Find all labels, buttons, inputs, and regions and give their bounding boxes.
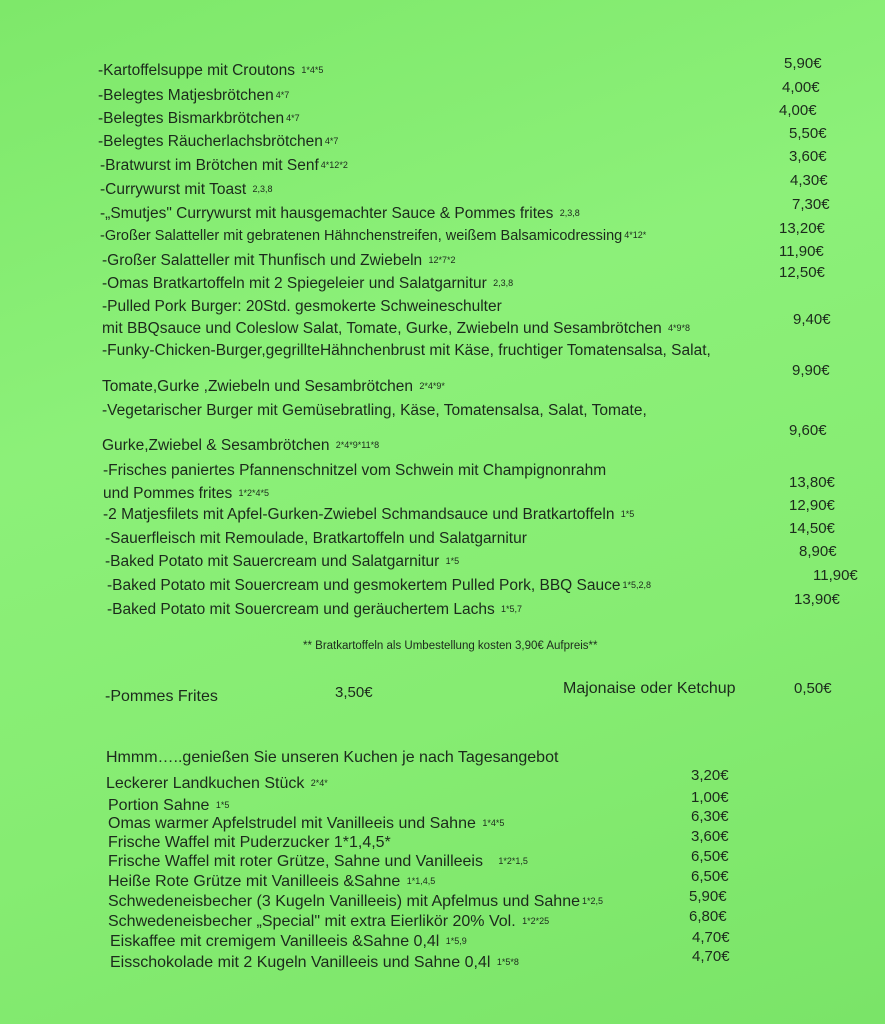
dessert-item: Frische Waffel mit Puderzucker 1*1,4,5*	[108, 834, 391, 851]
menu-item: -Omas Bratkartoffeln mit 2 Spiegeleier und Salatgarnitur $^{2,3,8}$	[102, 275, 514, 292]
dessert-item: Eiskaffee mit cremigem Vanilleeis &Sahne 0,4l $^{1*5,9}$	[110, 933, 467, 950]
item-price: 12,50€	[779, 264, 825, 281]
item-price: 5,90€	[784, 55, 822, 72]
menu-item: -Baked Potato mit Sauercream und Salatgarnitur $^{1*5}$	[105, 553, 460, 570]
menu-item: -Currywurst mit Toast $^{2,3,8}$	[100, 181, 273, 198]
item-price: 8,90€	[799, 543, 837, 560]
item-price: 4,30€	[790, 172, 828, 189]
funky-chicken-line2: Tomate,Gurke ,Zwiebeln und Sesambrötchen $^{2*4*9*}$	[102, 378, 445, 395]
pommes-price: 3,50€	[335, 684, 373, 701]
menu-item: -Baked Potato mit Souercream und geräuchertem Lachs $^{1*5,7}$	[107, 601, 523, 618]
dessert-price: 6,80€	[689, 908, 727, 925]
cake-intro: Hmmm…..genießen Sie unseren Kuchen je nach Tagesangebot	[106, 749, 559, 766]
item-price: 4,00€	[782, 79, 820, 96]
item-price: 9,60€	[789, 422, 827, 439]
dessert-item: Leckerer Landkuchen Stück $^{2*4*}$	[106, 775, 328, 792]
funky-chicken-line1: -Funky-Chicken-Burger,gegrillteHähnchenbrust mit Käse, fruchtiger Tomatensalsa, Salat,	[102, 342, 711, 359]
dessert-price: 3,20€	[691, 767, 729, 784]
menu-item: -Baked Potato mit Souercream und gesmokertem Pulled Pork, BBQ Sauce $^{1*5,2,8}$	[107, 577, 651, 594]
menu-item: -Belegtes Bismarkbrötchen $^{4*7}$	[98, 110, 300, 127]
item-price: 12,90€	[789, 497, 835, 514]
item-price: 13,20€	[779, 220, 825, 237]
schnitzel-line2: und Pommes frites $^{1*2*4*5}$	[103, 485, 270, 502]
item-price: 9,90€	[792, 362, 830, 379]
menu-item: -„Smutjes" Currywurst mit hausgemachter Sauce & Pommes frites $^{2,3,8}$	[100, 205, 580, 222]
item-price: 11,90€	[813, 567, 858, 584]
dessert-item: Portion Sahne $^{1*5}$	[108, 797, 230, 814]
dessert-price: 3,60€	[691, 828, 729, 845]
menu-item: -Belegtes Räucherlachsbrötchen $^{4*7}$	[98, 133, 339, 150]
item-price: 14,50€	[789, 520, 835, 537]
item-price: 3,60€	[789, 148, 827, 165]
bratkartoffeln-note: ** Bratkartoffeln als Umbestellung kosten 3,90€ Aufpreis**	[303, 640, 598, 652]
schnitzel-line1: -Frisches paniertes Pfannenschnitzel vom Schwein mit Champignonrahm	[103, 462, 607, 479]
dessert-item: Omas warmer Apfelstrudel mit Vanilleeis und Sahne $^{1*4*5}$	[108, 815, 505, 832]
pulled-pork-line2: mit BBQsauce und Coleslow Salat, Tomate, Gurke, Zwiebeln und Sesambrötchen $^{4*9*8}$	[102, 320, 691, 337]
dessert-item: Schwedeneisbecher „Special" mit extra Eierlikör 20% Vol. $^{1*2*25}$	[108, 913, 550, 930]
dessert-price: 6,50€	[691, 848, 729, 865]
pommes-label: -Pommes Frites	[105, 688, 218, 705]
dessert-price: 6,50€	[691, 868, 729, 885]
item-price: 13,90€	[794, 591, 840, 608]
dessert-price: 4,70€	[692, 929, 730, 946]
dessert-price: 6,30€	[691, 808, 729, 825]
dessert-price: 5,90€	[689, 888, 727, 905]
menu-item: -Sauerfleisch mit Remoulade, Bratkartoffeln und Salatgarnitur	[105, 530, 527, 547]
dessert-item: Heiße Rote Grütze mit Vanilleeis &Sahne $^{1*1,4,5}$	[108, 873, 436, 890]
item-price: 11,90€	[779, 243, 824, 260]
menu-item: -Großer Salatteller mit gebratenen Hähnchenstreifen, weißem Balsamicodressing $^{4*12*}$	[100, 228, 647, 244]
menu-item: -2 Matjesfilets mit Apfel-Gurken-Zwiebel Schmandsauce und Bratkartoffeln $^{1*5}$	[103, 506, 635, 523]
menu-item: -Großer Salatteller mit Thunfisch und Zwiebeln $^{12*7*2}$	[102, 252, 456, 269]
item-price: 4,00€	[779, 102, 817, 119]
dessert-item: Schwedeneisbecher (3 Kugeln Vanilleeis) mit Apfelmus und Sahne $^{1*2,5}$	[108, 893, 604, 910]
sauce-label: Majonaise oder Ketchup	[563, 680, 736, 697]
menu-item: -Bratwurst im Brötchen mit Senf $^{4*12*2}$	[100, 157, 348, 174]
menu-item: -Belegtes Matjesbrötchen $^{4*7}$	[98, 87, 290, 104]
menu-item: -Kartoffelsuppe mit Croutons $^{1*4*5}$	[98, 62, 324, 79]
item-price: 13,80€	[789, 474, 835, 491]
dessert-price: 4,70€	[692, 948, 730, 965]
dessert-price: 1,00€	[691, 789, 729, 806]
item-price: 5,50€	[789, 125, 827, 142]
pulled-pork-line1: -Pulled Pork Burger: 20Std. gesmokerte Schweineschulter	[102, 298, 502, 315]
item-price: 7,30€	[792, 196, 830, 213]
dessert-item: Eisschokolade mit 2 Kugeln Vanilleeis und Sahne 0,4l $^{1*5*8}$	[110, 954, 519, 971]
dessert-item: Frische Waffel mit roter Grütze, Sahne und Vanilleeis $^{1*2*1,5}$	[108, 853, 528, 870]
item-price: 9,40€	[793, 311, 831, 328]
sauce-price: 0,50€	[794, 680, 832, 697]
veggie-burger-line1: -Vegetarischer Burger mit Gemüsebratling, Käse, Tomatensalsa, Salat, Tomate,	[102, 402, 647, 419]
veggie-burger-line2: Gurke,Zwiebel & Sesambrötchen $^{2*4*9*11*8}$	[102, 437, 380, 454]
